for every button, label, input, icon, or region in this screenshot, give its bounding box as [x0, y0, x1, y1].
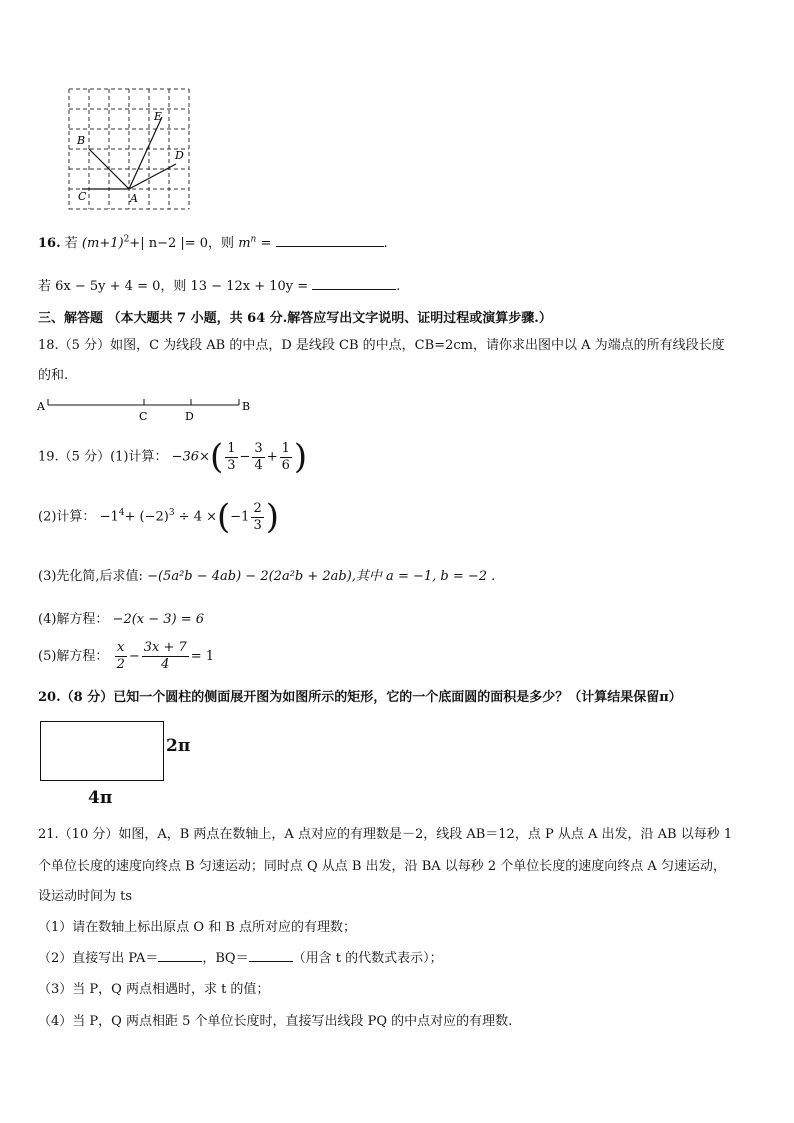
- question-21-sub4: （4）当 P，Q 两点相距 5 个单位长度时，直接写出线段 PQ 的中点对应的有理数.: [38, 1014, 513, 1029]
- seg-label-b: B: [242, 400, 251, 413]
- q19-p1-label: 19.（5 分）(1)计算：: [38, 449, 168, 465]
- q16-tail: =: [260, 236, 272, 251]
- q19-p2-label: (2)计算：: [38, 509, 96, 525]
- question-21-line3: 设运动时间为 ts: [38, 889, 133, 904]
- question-20: 20.（8 分）已知一个圆柱的侧面展开图为如图所示的矩形，它的一个底面圆的面积是多少？（计算结果保留π）: [38, 690, 682, 705]
- grid-angle-figure: [62, 82, 196, 214]
- q16-power-exp: n: [250, 234, 257, 245]
- q19-p3-expr: −(5a²b − 4ab) − 2(2a²b + 2ab),其中 a = −1, b = −2 .: [147, 569, 496, 584]
- seg-label-a: A: [37, 400, 45, 413]
- q16-number: 16.: [38, 236, 61, 251]
- q17-end: .: [396, 279, 401, 294]
- q16-expr: (m+1): [81, 236, 124, 251]
- q19-p5-fraction-2: $\frac{3x + 7}{4}$: [143, 640, 187, 672]
- question-19-part2: (2)计算： $-1^4+ (-2)^3 \div 4 \times(-1$ $\frac{2}{3}$ ): [38, 497, 279, 537]
- question-21-sub2: （2）直接写出 PA＝ ，BQ＝ （用含 t 的代数式表示）；: [38, 951, 443, 966]
- q16-rest: +| n−2 |= 0，则: [129, 236, 235, 251]
- q16-end: .: [383, 236, 388, 251]
- label-b: B: [77, 134, 86, 147]
- q16-answer-blank[interactable]: [276, 234, 384, 247]
- question-19-part1: 19.（5 分）(1)计算： −36×( $\frac{1}{3}$ − $\frac{3}{4}$ + $\frac{1}{6}$ ): [38, 437, 308, 477]
- question-16: [38, 232, 388, 251]
- q19-p4-label: (4)解方程：: [38, 612, 109, 627]
- label-a: A: [130, 192, 138, 205]
- seg-label-c: C: [139, 410, 148, 423]
- q19-p5-label: (5)解方程：: [38, 649, 109, 664]
- q19-p1-fraction-2: $\frac{3}{4}$: [254, 440, 263, 473]
- segment-ab-figure: [34, 393, 256, 425]
- rect-height-label: 2π: [166, 736, 191, 756]
- pa-answer-blank[interactable]: [158, 949, 202, 962]
- question-19-part5: (5)解方程： $\frac{x}{2}$ − $\frac{3x + 7}{4}$ = 1: [38, 640, 215, 672]
- question-17: [38, 275, 400, 294]
- question-19-part3: [38, 565, 495, 584]
- q16-lead: 若: [64, 236, 78, 251]
- question-21-sub1: （1）请在数轴上标出原点 O 和 B 点所对应的有理数；: [38, 920, 357, 935]
- label-c: C: [78, 190, 87, 203]
- section-3-heading: 三、解答题 （本大题共 7 小题，共 64 分.解答应写出文字说明、证明过程或演算步骤.）: [38, 311, 552, 326]
- question-18-line2: 的和.: [38, 368, 69, 383]
- q16-exp: 2: [123, 234, 130, 245]
- ray-ae: [129, 117, 162, 189]
- question-18-line1: 18.（5 分）如图，C 为线段 AB 的中点，D 是线段 CB 的中点，CB=2cm，请你求出图中以 A 为端点的所有线段长度: [38, 338, 725, 353]
- q19-p2-mixed-fraction: $\frac{2}{3}$: [253, 500, 262, 533]
- bq-answer-blank[interactable]: [249, 949, 293, 962]
- q19-p4-expr: −2(x − 3) = 6: [112, 612, 205, 627]
- q19-p1-fraction-1: $\frac{1}{3}$: [227, 440, 236, 473]
- q19-p5-fraction-1: $\frac{x}{2}$: [116, 640, 125, 672]
- label-d: D: [175, 149, 184, 162]
- q19-p1-fraction-3: $\frac{1}{6}$: [281, 440, 290, 473]
- q17-answer-blank[interactable]: [312, 277, 396, 290]
- seg-label-d: D: [185, 410, 194, 423]
- label-e: E: [154, 110, 163, 123]
- q19-p1-expr-left: −36×: [171, 449, 210, 465]
- q16-power-base: m: [238, 236, 251, 251]
- q17-text: 若 6x − 5y + 4 = 0，则 13 − 12x + 10y =: [38, 279, 309, 294]
- question-19-part4: [38, 608, 204, 627]
- question-21-line2: 个单位长度的速度向终点 B 匀速运动；同时点 Q 从点 B 出发，沿 BA 以每秒 2 个单位长度的速度向终点 A 匀速运动，: [38, 859, 726, 874]
- q19-p3-label: (3)先化简,后求值:: [38, 569, 143, 584]
- question-21-line1: 21.（10 分）如图，A，B 两点在数轴上，A 点对应的有理数是－2，线段 AB＝12，点 P 从点 A 出发，沿 AB 以每秒 1: [38, 827, 733, 842]
- question-21-sub3: （3）当 P，Q 两点相遇时，求 t 的值；: [38, 982, 270, 997]
- rect-width-label: 4π: [88, 788, 113, 808]
- rectangle-figure: [40, 721, 164, 781]
